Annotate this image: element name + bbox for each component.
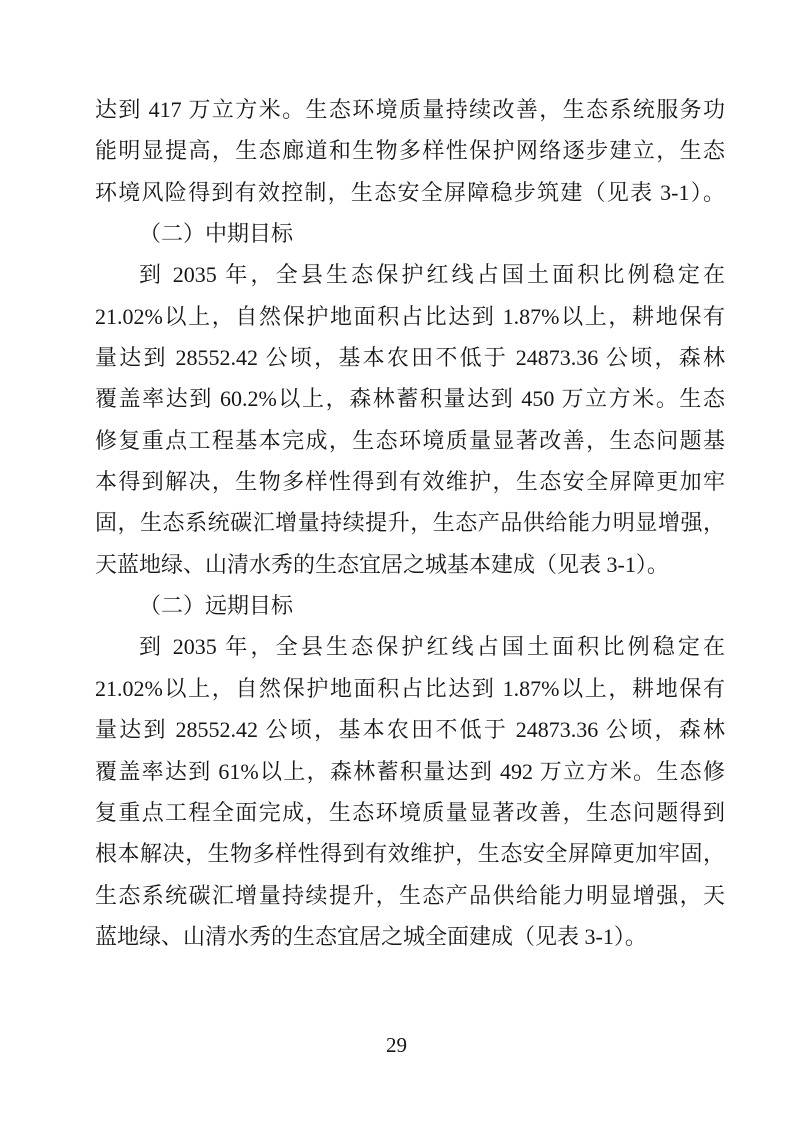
body-text-line: 生态系统碳汇增量持续提升，生态产品供给能力明显增强，天 <box>95 882 725 908</box>
body-text-line: 蓝地绿、山清水秀的生态宜居之城全面建成（见表 3-1）。 <box>95 923 647 949</box>
body-text-line: 21.02%以上，自然保护地面积占比达到 1.87%以上，耕地保有 <box>95 675 725 701</box>
body-text-line: 达到 417 万立方米。生态环境质量持续改善，生态系统服务功 <box>95 97 725 122</box>
section-heading-longterm: （二）远期目标 <box>139 593 294 619</box>
paragraph-continuation <box>95 89 725 213</box>
section-heading-midterm: （二）中期目标 <box>139 221 294 247</box>
body-text-line: 天蓝地绿、山清水秀的生态宜居之城基本建成（见表 3-1）。 <box>95 551 669 577</box>
paragraph-longterm-goals <box>95 626 725 957</box>
body-text-line: 能明显提高，生态廊道和生物多样性保护网络逐步建立，生态 <box>95 138 725 164</box>
page-number: 29 <box>386 1033 407 1057</box>
body-text-line: 量达到 28552.42 公顷，基本农田不低于 24873.36 公顷，森林 <box>95 345 725 371</box>
body-text-line: 环境风险得到有效控制，生态安全屏障稳步筑建（见表 3-1）。 <box>95 179 725 205</box>
body-text-line: 覆盖率达到 61%以上，森林蓄积量达到 492 万立方米。生态修 <box>95 758 725 784</box>
page-body <box>95 89 725 957</box>
body-text-line: 覆盖率达到 60.2%以上，森林蓄积量达到 450 万立方米。生态 <box>95 386 725 412</box>
body-text-line: 修复重点工程基本完成，生态环境质量显著改善，生态问题基 <box>95 427 725 453</box>
body-text-line: 到 2035 年，全县生态保护红线占国土面积比例稳定在 <box>139 262 725 288</box>
body-text-line: 到 2035 年，全县生态保护红线占国土面积比例稳定在 <box>139 634 725 660</box>
body-text-line: 固，生态系统碳汇增量持续提升，生态产品供给能力明显增强， <box>95 510 725 536</box>
body-text-line: 量达到 28552.42 公顷，基本农田不低于 24873.36 公顷，森林 <box>95 717 725 743</box>
paragraph-midterm-goals <box>95 254 725 585</box>
body-text-line: 复重点工程全面完成，生态环境质量显著改善，生态问题得到 <box>95 799 725 825</box>
body-text-line: 21.02%以上，自然保护地面积占比达到 1.87%以上，耕地保有 <box>95 303 725 329</box>
body-text-line: 根本解决，生物多样性得到有效维护，生态安全屏障更加牢固， <box>95 841 725 867</box>
body-text-line: 本得到解决，生物多样性得到有效维护，生态安全屏障更加牢 <box>95 469 725 495</box>
